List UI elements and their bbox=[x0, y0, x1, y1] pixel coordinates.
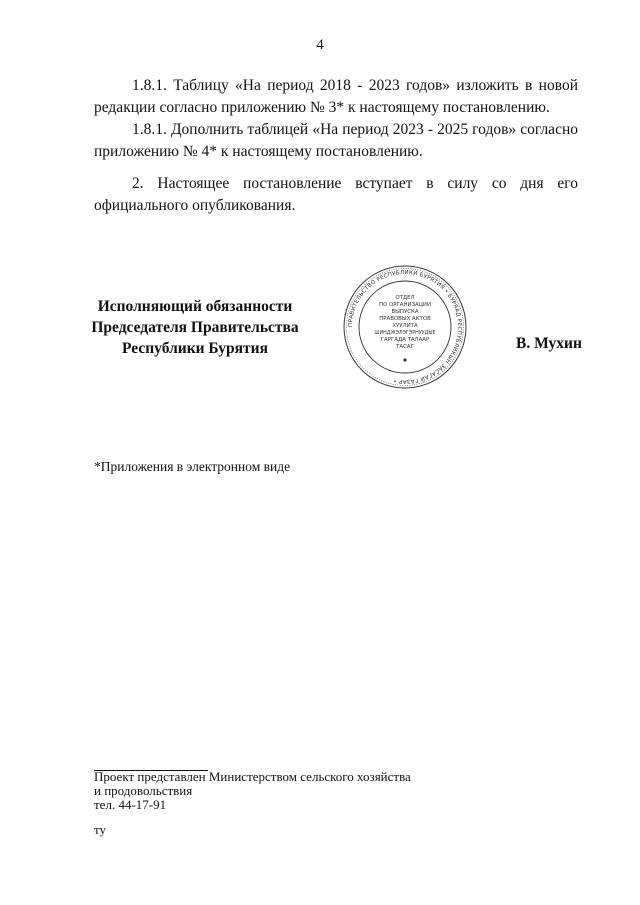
signatory-position-line: Республики Бурятия bbox=[122, 340, 268, 357]
paragraph-table-edit: 1.8.1. Таблицу «На период 2018 - 2023 годов» изложить в новой редакции согласно приложению № 3* к настоящему постановлению. bbox=[94, 77, 578, 116]
appendix-footnote: *Приложения в электронном виде bbox=[94, 459, 291, 474]
executor-initials: ту bbox=[94, 822, 107, 837]
footer-line: и продовольствия bbox=[94, 783, 193, 798]
paragraph-table-add: 1.8.1. Дополнить таблицей «На период 2023 - 2025 годов» согласно приложению № 4* к настоящему постановлению. bbox=[94, 121, 578, 160]
signatory-name: В. Мухин bbox=[516, 335, 582, 352]
page-number: 4 bbox=[316, 37, 324, 53]
paragraph-effective-date: 2. Настоящее постановление вступает в силу со дня его официального опубликования. bbox=[94, 175, 578, 214]
footer-contact bbox=[94, 770, 411, 812]
seal-line: ШИНДЖЭЛЭГЭРНУУДЫЕ bbox=[374, 331, 436, 336]
seal-line: ГАРГАДА ТАЛААР bbox=[380, 337, 430, 343]
signatory-position-line: Исполняющий обязанности bbox=[97, 298, 293, 315]
signatory-position-line: Председателя Правительства bbox=[91, 319, 299, 336]
seal-line: ВЫПУСКА bbox=[391, 309, 419, 315]
footer-line: Проект представлен Министерством сельского хозяйства bbox=[94, 769, 411, 784]
seal-ring-text: ПРАВИТЕЛЬСТВО РЕСПУБЛИКИ БУРЯТИЯ • БУРЯАД РЕСПУБЛИКЫН ЗАСАГАЙ ГАЗАР • bbox=[347, 269, 463, 385]
signatory-position bbox=[80, 296, 310, 359]
official-seal bbox=[342, 264, 468, 390]
footer-line: тел. 44-17-91 bbox=[94, 797, 167, 812]
seal-line: ХУУЛИТА bbox=[392, 323, 418, 329]
seal-line: ОТДЕЛ bbox=[395, 295, 415, 301]
seal-line: ПРАВОВЫХ АКТОВ bbox=[379, 316, 431, 322]
seal-line: ПО ОРГАНИЗАЦИИ bbox=[379, 302, 431, 308]
seal-line: ТАСАГ bbox=[396, 344, 414, 350]
seal-dot-icon bbox=[403, 358, 406, 361]
